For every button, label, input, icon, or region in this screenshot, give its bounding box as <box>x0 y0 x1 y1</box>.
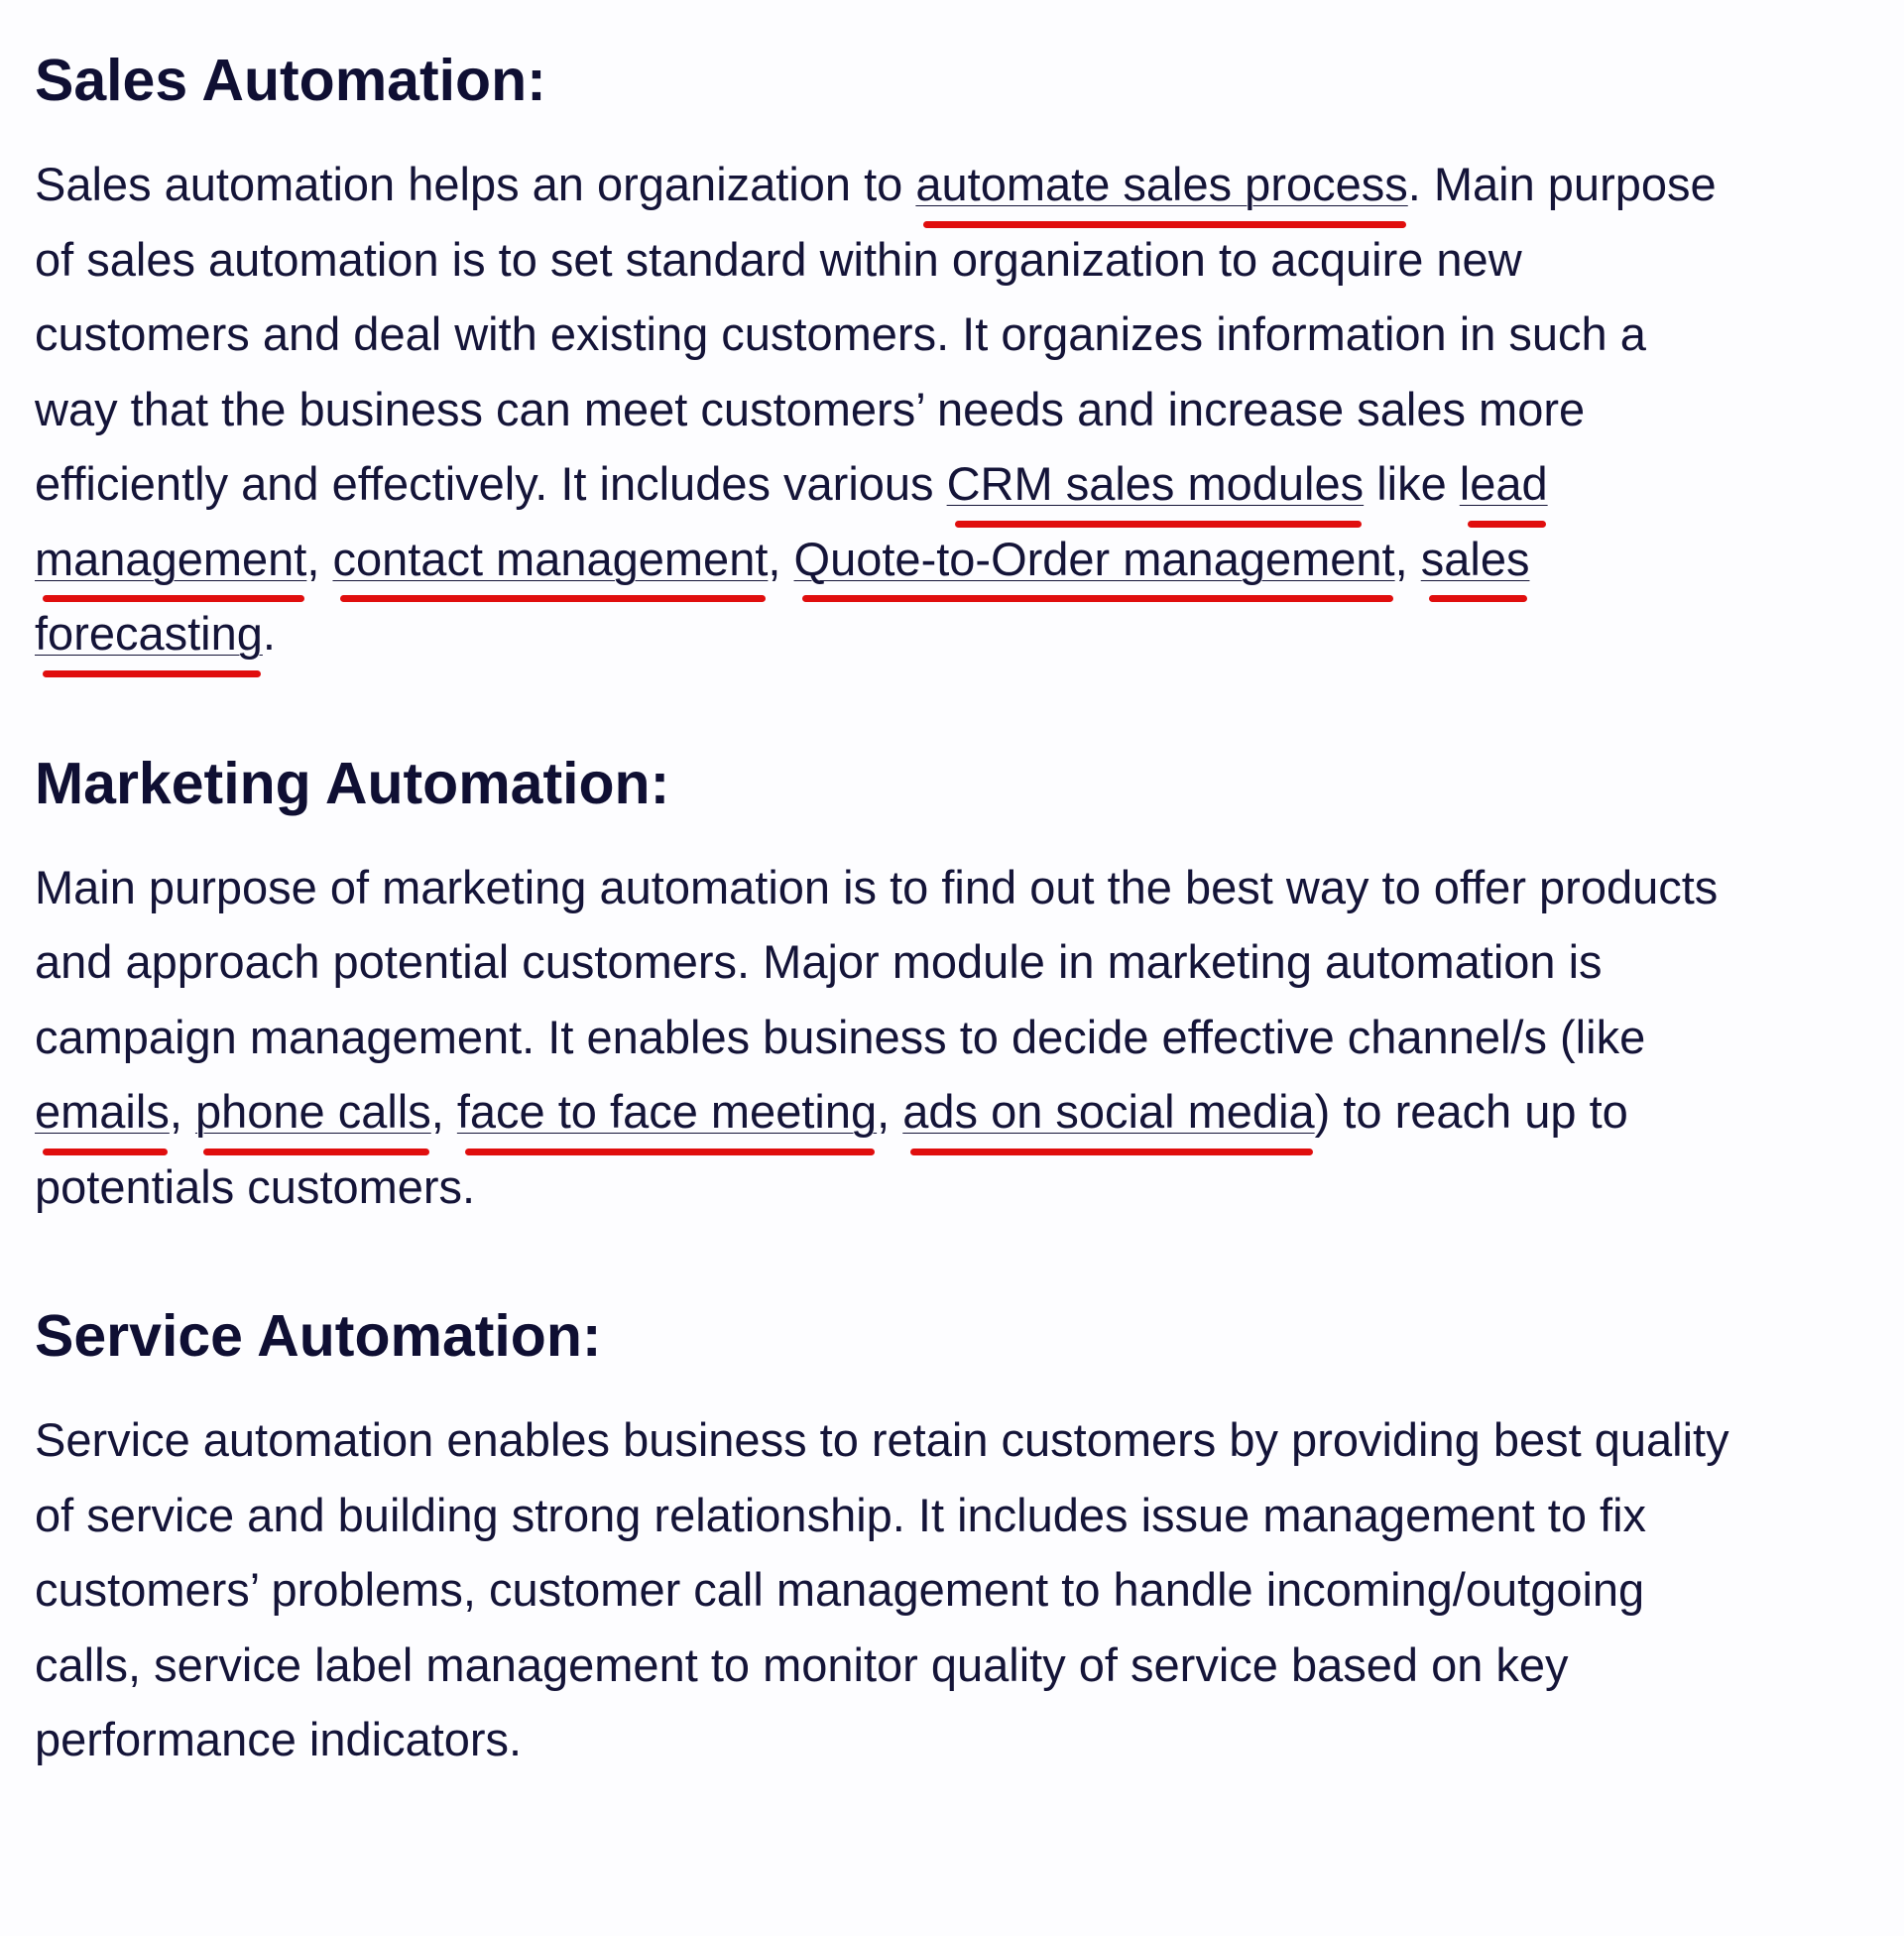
text-run: of sales automation is to set standard within organization to acquire new <box>35 232 1522 286</box>
text-run: , <box>430 1085 457 1138</box>
text-line <box>35 1702 1879 1777</box>
highlighted-link[interactable]: emails <box>35 1074 170 1150</box>
text-line <box>35 1074 1879 1150</box>
section-heading-sales-automation: Sales Automation: <box>35 48 546 113</box>
highlighted-link[interactable]: contact management <box>332 522 768 597</box>
section-body-sales-automation <box>35 147 1879 671</box>
highlighted-link[interactable]: phone calls <box>195 1074 431 1150</box>
text-line <box>35 222 1879 298</box>
text-run: Service automation enables business to retain customers by providing best quality <box>35 1413 1729 1466</box>
text-run: , <box>768 532 794 585</box>
text-run: of service and building strong relationship. It includes issue management to fix <box>35 1488 1647 1541</box>
text-line <box>35 924 1879 1000</box>
text-run: and approach potential customers. Major module in marketing automation is <box>35 935 1603 988</box>
highlighted-link[interactable]: management <box>35 522 306 597</box>
text-run: customers’ problems, customer call management to handle incoming/outgoing <box>35 1563 1645 1616</box>
text-run: ) to reach up to <box>1314 1085 1628 1138</box>
text-run: Sales automation helps an organization to <box>35 158 916 210</box>
text-run: Main purpose of marketing automation is to find out the best way to offer products <box>35 860 1719 913</box>
text-run: efficiently and effectively. It includes various <box>35 457 947 510</box>
text-line <box>35 850 1879 925</box>
section-heading-service-automation: Service Automation: <box>35 1303 602 1369</box>
text-line <box>35 1552 1879 1628</box>
text-line <box>35 1000 1879 1075</box>
text-run: , <box>1394 532 1421 585</box>
section-heading-marketing-automation: Marketing Automation: <box>35 750 670 816</box>
text-run: campaign management. It enables business to decide effective channel/s (like <box>35 1010 1646 1063</box>
text-run: . <box>262 607 276 660</box>
text-run: , <box>169 1085 195 1138</box>
highlighted-link[interactable]: sales <box>1421 522 1530 597</box>
highlighted-link[interactable]: CRM sales modules <box>947 446 1365 522</box>
text-run: , <box>877 1085 903 1138</box>
section-body-service-automation <box>35 1402 1879 1777</box>
highlighted-link[interactable]: ads on social media <box>902 1074 1314 1150</box>
text-run: way that the business can meet customers’ needs and increase sales more <box>35 382 1586 435</box>
highlighted-link[interactable]: lead <box>1460 446 1548 522</box>
text-line <box>35 1478 1879 1553</box>
text-line <box>35 297 1879 372</box>
highlighted-link[interactable]: forecasting <box>35 596 263 671</box>
text-run: potentials customers. <box>35 1159 476 1213</box>
text-line <box>35 1402 1879 1478</box>
highlighted-link[interactable]: Quote-to-Order management <box>794 522 1395 597</box>
section-body-marketing-automation <box>35 850 1879 1225</box>
text-line <box>35 372 1879 447</box>
text-run: performance indicators. <box>35 1713 523 1765</box>
document-page <box>35 30 1879 1777</box>
highlighted-link[interactable]: face to face meeting <box>457 1074 877 1150</box>
text-run: calls, service label management to monitor quality of service based on key <box>35 1637 1569 1691</box>
text-run: like <box>1364 457 1460 510</box>
text-line <box>35 147 1879 222</box>
text-run: , <box>306 532 333 585</box>
highlighted-link[interactable]: automate sales process <box>915 147 1407 222</box>
text-line <box>35 596 1879 671</box>
text-line <box>35 446 1879 522</box>
text-run: customers and deal with existing customers. It organizes information in such a <box>35 307 1646 360</box>
text-line <box>35 522 1879 597</box>
text-line <box>35 1150 1879 1225</box>
text-run: . Main purpose <box>1407 158 1717 210</box>
text-line <box>35 1628 1879 1703</box>
